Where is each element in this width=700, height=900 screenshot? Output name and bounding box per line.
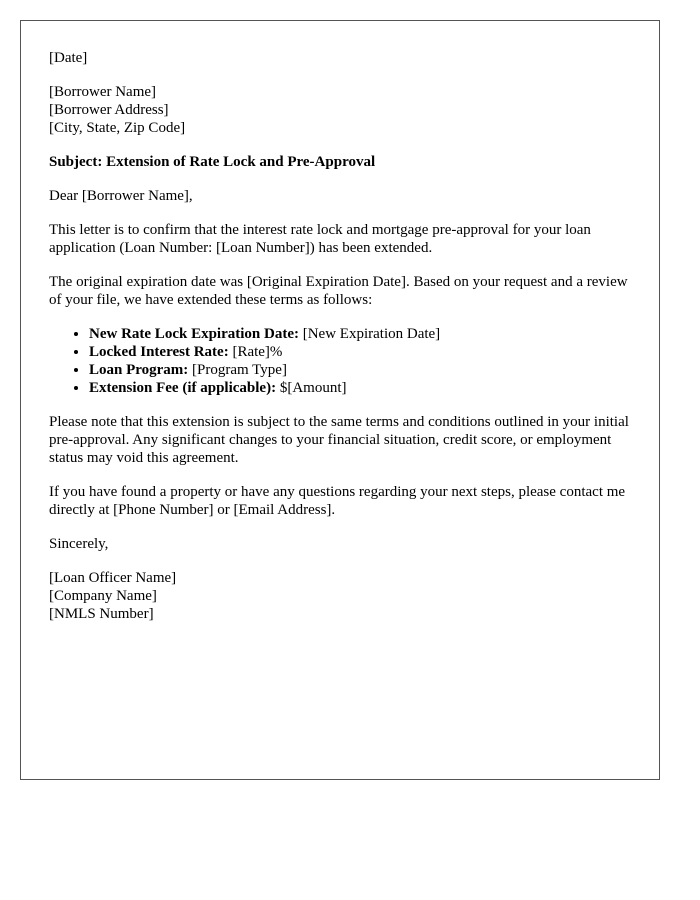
recipient-address-block	[49, 83, 631, 137]
paragraph-confirmation: This letter is to confirm that the interest rate lock and mortgage pre-approval for your loan application (Loan Number: [Loan Number]) has been extended.	[49, 222, 591, 256]
term-label-fee: Extension Fee (if applicable):	[89, 380, 277, 396]
list-item	[89, 325, 631, 343]
recipient-city: [City, State, Zip Code]	[49, 120, 186, 136]
term-value-rate: [Rate]%	[232, 344, 283, 360]
letter-date	[49, 49, 631, 67]
subject-line: Subject: Extension of Rate Lock and Pre-Approval	[49, 154, 376, 170]
salutation: Dear [Borrower Name],	[49, 188, 193, 204]
date-text: [Date]	[49, 50, 88, 66]
term-value-fee: $[Amount]	[279, 380, 347, 396]
recipient-address: [Borrower Address]	[49, 102, 169, 118]
recipient-name: [Borrower Name]	[49, 84, 157, 100]
term-label-program: Loan Program:	[89, 362, 189, 378]
list-item	[89, 361, 631, 379]
list-item	[89, 343, 631, 361]
term-value-expiration: [New Expiration Date]	[302, 326, 441, 342]
letter-page	[20, 20, 660, 780]
signature-company: [Company Name]	[49, 588, 157, 604]
term-label-rate: Locked Interest Rate:	[89, 344, 229, 360]
signature-name: [Loan Officer Name]	[49, 570, 177, 586]
terms-list	[49, 325, 631, 397]
list-item	[89, 379, 631, 397]
signature-block	[49, 569, 631, 623]
term-label-expiration: New Rate Lock Expiration Date:	[89, 326, 299, 342]
paragraph-contact: If you have found a property or have any questions regarding your next steps, please contact me directly at [Phone Number] or [Email Address].	[49, 484, 626, 518]
signature-nmls: [NMLS Number]	[49, 606, 154, 622]
paragraph-terms-notice: Please note that this extension is subject to the same terms and conditions outlined in your initial pre-approval. Any significant changes to your financial situation, credit score, or employment status may void this agreement.	[49, 414, 629, 466]
closing: Sincerely,	[49, 536, 109, 552]
term-value-program: [Program Type]	[192, 362, 287, 378]
paragraph-original-expiration: The original expiration date was [Original Expiration Date]. Based on your request and a review of your file, we have extended these terms as follows:	[49, 274, 628, 308]
